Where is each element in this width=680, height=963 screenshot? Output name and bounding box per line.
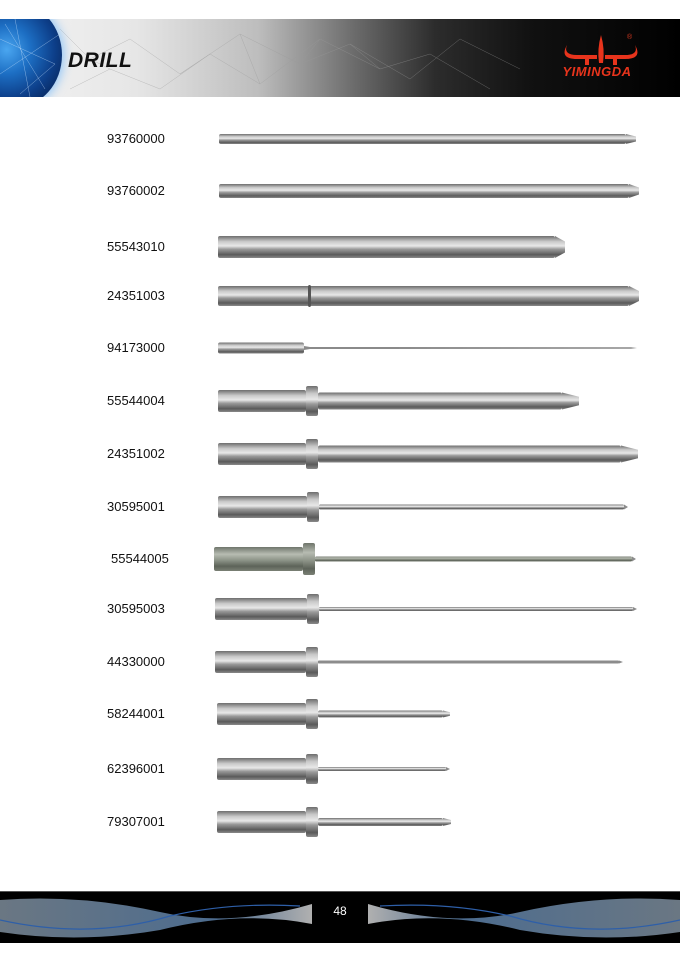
wave-decoration bbox=[0, 892, 680, 944]
part-number: 24351002 bbox=[107, 446, 165, 461]
drill-collar bbox=[307, 594, 319, 624]
product-item bbox=[0, 119, 680, 159]
page-number: 48 bbox=[333, 904, 347, 918]
product-item bbox=[0, 749, 680, 789]
drill-needle bbox=[319, 505, 624, 510]
product-item bbox=[0, 434, 680, 474]
drill-shank bbox=[218, 443, 306, 465]
product-item bbox=[0, 276, 680, 316]
drill-image bbox=[0, 119, 680, 159]
brand-name: YIMINGDA bbox=[562, 64, 632, 79]
part-number: 93760000 bbox=[107, 131, 165, 146]
registered-mark: ® bbox=[627, 34, 633, 41]
product-item bbox=[0, 642, 680, 682]
drill-image bbox=[0, 434, 680, 474]
drill-image bbox=[0, 328, 680, 368]
drill-tip bbox=[626, 134, 636, 144]
part-number: 79307001 bbox=[107, 814, 165, 829]
product-item bbox=[0, 381, 680, 421]
product-item bbox=[0, 589, 680, 629]
product-item bbox=[0, 802, 680, 842]
drill-tip bbox=[443, 711, 450, 718]
drill-image bbox=[0, 539, 680, 579]
drill-image bbox=[0, 487, 680, 527]
drill-image bbox=[0, 171, 680, 211]
globe-lines bbox=[0, 19, 70, 97]
drill-needle bbox=[304, 346, 637, 350]
drill-image bbox=[0, 381, 680, 421]
part-number: 93760002 bbox=[107, 183, 165, 198]
drill-tip bbox=[619, 661, 623, 664]
drill-shank bbox=[217, 811, 306, 833]
drill-image bbox=[0, 749, 680, 789]
drill-shank bbox=[218, 343, 304, 354]
drill-shank bbox=[218, 496, 307, 518]
drill-needle bbox=[318, 767, 446, 771]
drill-rod bbox=[318, 711, 443, 718]
drill-image bbox=[0, 227, 680, 267]
drill-tip bbox=[562, 393, 579, 410]
drill-collar bbox=[306, 647, 318, 677]
page-title: DRILL bbox=[68, 49, 133, 72]
drill-collar bbox=[306, 754, 318, 784]
page-footer bbox=[0, 891, 680, 943]
drill-collar bbox=[306, 386, 318, 416]
part-number: 30595003 bbox=[107, 601, 165, 616]
part-number: 58244001 bbox=[107, 706, 165, 721]
drill-tip bbox=[624, 505, 628, 510]
drill-image bbox=[0, 642, 680, 682]
drill-shank bbox=[215, 651, 306, 673]
part-number: 62396001 bbox=[107, 761, 165, 776]
drill-collar bbox=[303, 543, 315, 575]
part-number: 55544005 bbox=[111, 551, 169, 566]
drill-collar bbox=[306, 439, 318, 469]
drill-collar bbox=[307, 492, 319, 522]
drill-tip bbox=[443, 818, 451, 826]
drill-needle bbox=[318, 661, 619, 664]
product-item bbox=[0, 328, 680, 368]
product-item bbox=[0, 227, 680, 267]
part-number: 24351003 bbox=[107, 288, 165, 303]
drill-rod bbox=[318, 393, 562, 410]
drill-body bbox=[219, 184, 629, 198]
drill-needle bbox=[315, 557, 632, 562]
drill-body bbox=[218, 286, 629, 306]
drill-tip bbox=[621, 446, 638, 463]
drill-tip bbox=[629, 184, 639, 198]
drill-image bbox=[0, 694, 680, 734]
product-item bbox=[0, 539, 680, 579]
drill-collar bbox=[306, 807, 318, 837]
part-number: 30595001 bbox=[107, 499, 165, 514]
product-item bbox=[0, 487, 680, 527]
product-item bbox=[0, 694, 680, 734]
drill-shank bbox=[217, 758, 306, 780]
drill-tip bbox=[446, 767, 450, 771]
part-number: 44330000 bbox=[107, 654, 165, 669]
drill-collar bbox=[306, 699, 318, 729]
drill-tip bbox=[632, 557, 636, 562]
drill-tip bbox=[633, 607, 637, 611]
drill-shank bbox=[214, 547, 303, 571]
drill-body bbox=[218, 236, 555, 258]
part-number: 55543010 bbox=[107, 239, 165, 254]
drill-tip bbox=[629, 286, 639, 306]
drill-shank bbox=[215, 598, 307, 620]
drill-rod bbox=[318, 446, 621, 463]
drill-body bbox=[219, 134, 626, 144]
product-item bbox=[0, 171, 680, 211]
drill-image bbox=[0, 589, 680, 629]
drill-shank bbox=[218, 390, 306, 412]
part-number: 94173000 bbox=[107, 340, 165, 355]
drill-image bbox=[0, 276, 680, 316]
drill-rod bbox=[318, 818, 443, 826]
part-number: 55544004 bbox=[107, 393, 165, 408]
drill-image bbox=[0, 802, 680, 842]
drill-needle bbox=[319, 607, 633, 611]
drill-tip bbox=[555, 236, 565, 258]
drill-ring bbox=[308, 285, 311, 307]
drill-shank bbox=[217, 703, 306, 725]
